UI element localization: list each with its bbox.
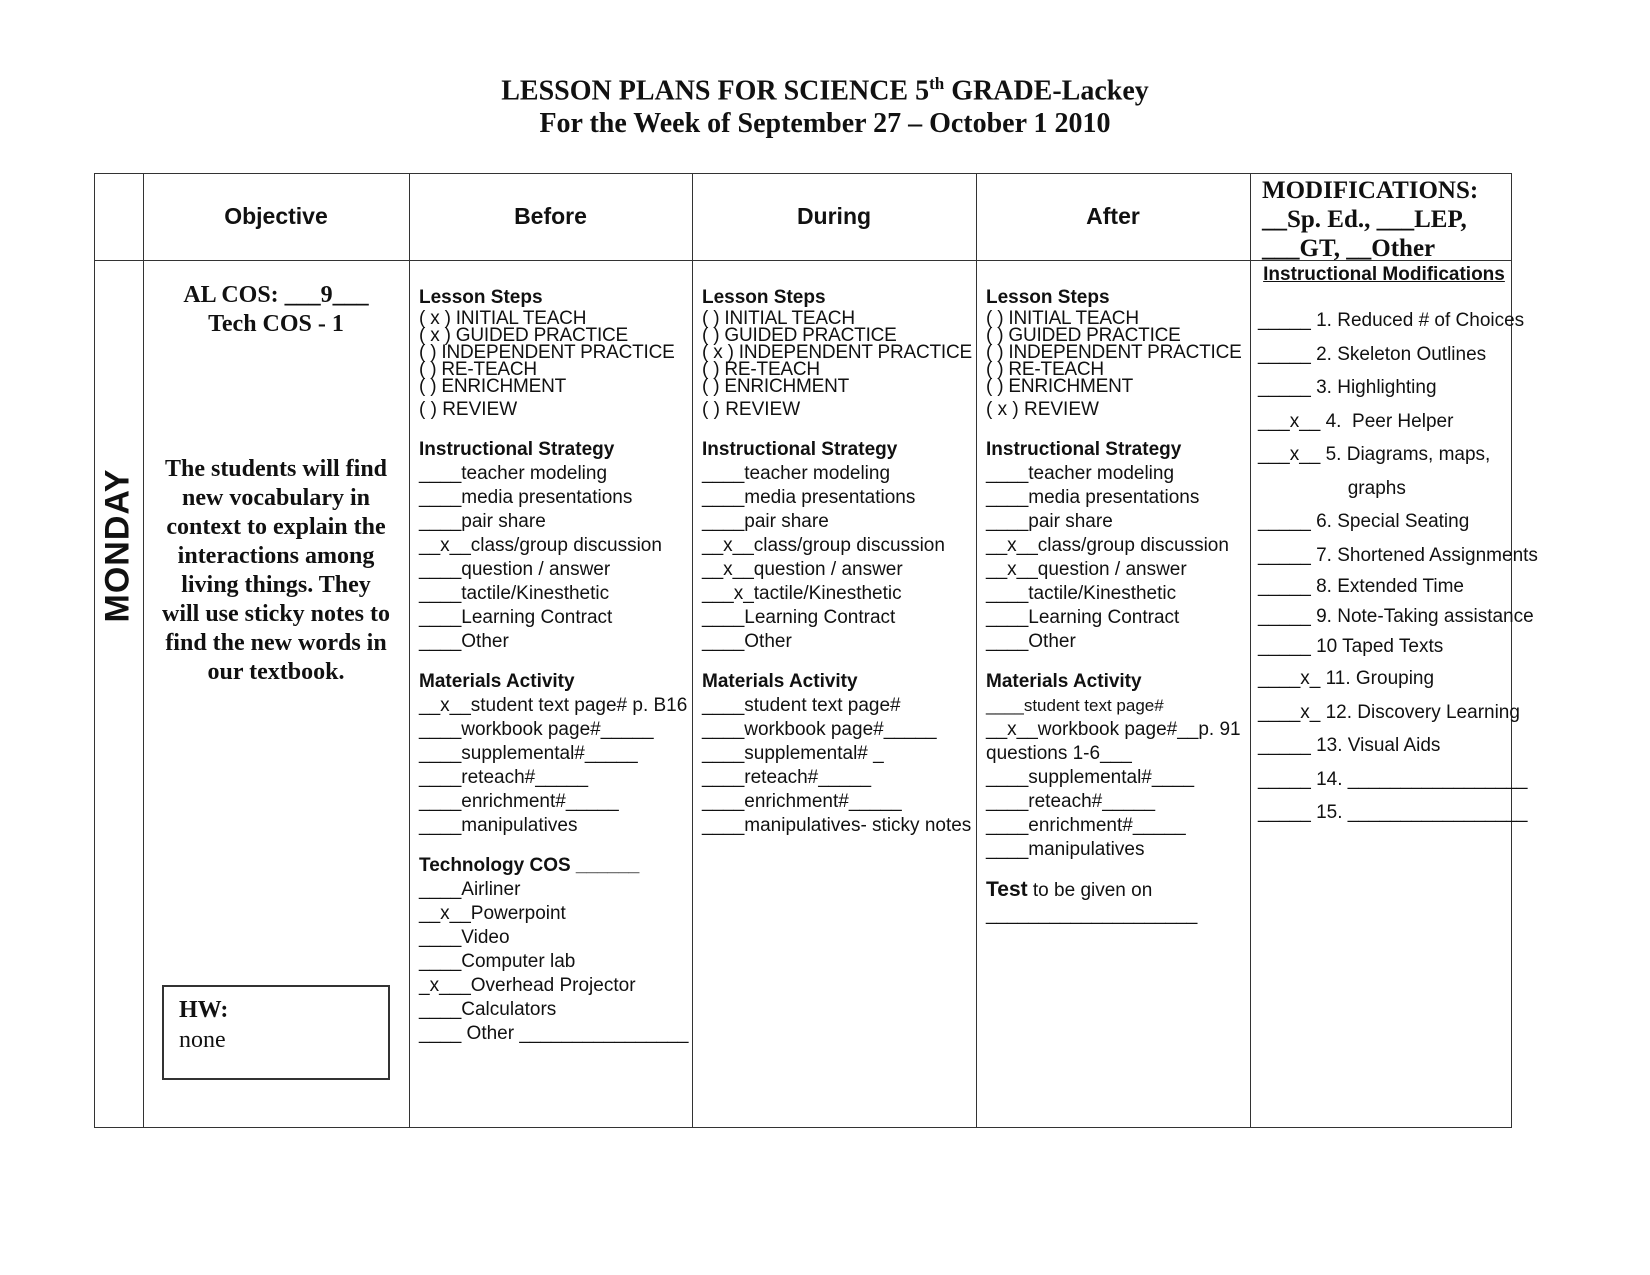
tech-item: ____Video <box>419 927 510 948</box>
material-item: ____enrichment#_____ <box>419 791 619 812</box>
material-item: ____manipulatives- sticky notes <box>702 815 972 836</box>
material-item: ____enrichment#_____ <box>702 791 902 812</box>
modification-item: _____ 3. Highlighting <box>1258 377 1437 398</box>
lesson-step: ( ) RE-TEACH <box>419 359 537 380</box>
lesson-step: ( ) GUIDED PRACTICE <box>702 325 897 346</box>
page-title: LESSON PLANS FOR SCIENCE 5th GRADE-Lackey <box>501 74 1149 107</box>
lesson-step: ( ) ENRICHMENT <box>702 376 850 397</box>
homework-box: HW: none <box>162 985 390 1080</box>
lesson-step: ( ) ENRICHMENT <box>986 376 1134 397</box>
strategy-item: __x__question / answer <box>702 559 903 580</box>
tech-item: __x__Powerpoint <box>419 903 566 924</box>
material-item: ____manipulatives <box>986 839 1145 860</box>
modification-item: _____ 2. Skeleton Outlines <box>1258 343 1487 365</box>
strategy-item: ____pair share <box>702 511 829 532</box>
lesson-step: ( ) RE-TEACH <box>986 359 1104 380</box>
modification-item: _____ 9. Note-Taking assistance <box>1258 606 1534 627</box>
material-item: ____student text page# <box>986 696 1164 715</box>
modification-item: _____ 7. Shortened Assignments <box>1258 544 1538 566</box>
table-divider <box>976 173 977 1127</box>
tech-item: ____Calculators <box>419 999 557 1020</box>
strategy-item: ____Other <box>702 631 792 652</box>
lesson-step: ( ) REVIEW <box>419 399 518 420</box>
modification-item: _____ 10 Taped Texts <box>1258 636 1444 657</box>
strategy-item: ____Other <box>419 631 509 652</box>
strategy-item: ____pair share <box>419 511 546 532</box>
modification-item: _____ 15. _________________ <box>1258 802 1528 823</box>
strategy-item: ____Learning Contract <box>986 607 1180 628</box>
before-column: Lesson Steps ( x ) INITIAL TEACH ( x ) GUIDED PRACTICE ( ) INDEPENDENT PRACTICE ( ) RE-TEACH ( ) ENRICHMENT ( ) REVIEW Instructional Strategy ____teacher modeling ____media presentations ____pair share __x__class/group discussion ____question / answer ____tactile/Kinesthetic ____Learning Contract ____Other Materials Activity __x__student text page# p. B16 ____workbook page#_____ ____supplemental#_____ ____reteach#_____ ____enrichment#_____ ____manipulatives Technology COS ______ ____Airliner __x__Powerpoint ____Video ____Computer lab _x___Overhead Projector ____Calculators ____ Other ________________ <box>419 287 689 1044</box>
material-item: __x__workbook page#__p. 91 <box>986 719 1241 740</box>
strategy-item: ____question / answer <box>419 559 611 580</box>
lesson-step: ( x ) REVIEW <box>986 399 1099 420</box>
objective-cos: AL COS: ___9___ Tech COS - 1 <box>183 282 369 337</box>
lesson-step: ( ) INDEPENDENT PRACTICE <box>986 342 1242 363</box>
modification-item: ___x__ 4. Peer Helper <box>1258 410 1454 432</box>
lesson-step: ( x ) INDEPENDENT PRACTICE <box>702 342 972 363</box>
lesson-step: ( ) ENRICHMENT <box>419 376 567 397</box>
objective-text: The students will find new vocabulary in context to explain the interactions among living things. They will use sticky notes to find the new words in our textbook. <box>162 456 390 685</box>
material-item: ____student text page# <box>702 695 901 716</box>
lesson-step: ( ) REVIEW <box>702 399 801 420</box>
header-objective: Objective <box>224 203 328 229</box>
strategy-item: ____teacher modeling <box>702 463 891 484</box>
modification-item: _____ 13. Visual Aids <box>1258 735 1441 756</box>
modifications-subtitle: Instructional Modifications <box>1263 264 1505 285</box>
lesson-step: ( x ) INITIAL TEACH <box>419 308 587 329</box>
strategy-item: ____teacher modeling <box>419 463 608 484</box>
modification-item: ____x_ 12. Discovery Learning <box>1258 701 1520 723</box>
modification-item: _____ 14. _________________ <box>1258 768 1528 790</box>
modification-item: ___x__ 5. Diagrams, maps, <box>1258 444 1491 465</box>
lesson-step: ( ) INITIAL TEACH <box>702 308 855 329</box>
during-column: Lesson Steps ( ) INITIAL TEACH ( ) GUIDED PRACTICE ( x ) INDEPENDENT PRACTICE ( ) RE-TEACH ( ) ENRICHMENT ( ) REVIEW Instructional Strategy ____teacher modeling ____media presentations ____pair share __x__class/group discussion __x__question / answer ___x_tactile/Kinesthetic ____Learning Contract ____Other Materials Activity ____student text page# ____workbook page#_____ ____supplemental# _ ____reteach#_____ ____enrichment#_____ ____manipulatives- sticky notes <box>702 287 972 836</box>
material-item: ____manipulatives <box>419 815 578 836</box>
strategy-item: __x__class/group discussion <box>419 535 662 556</box>
header-modifications: MODIFICATIONS: __Sp. Ed., ___LEP, ___GT, __Other <box>1262 177 1479 262</box>
strategy-item: __x__class/group discussion <box>702 535 945 556</box>
strategy-item: ____tactile/Kinesthetic <box>419 583 610 604</box>
strategy-item: __x__class/group discussion <box>986 535 1229 556</box>
strategy-item: ____media presentations <box>986 487 1200 508</box>
material-item: ____reteach#_____ <box>419 767 589 788</box>
lesson-step: ( ) GUIDED PRACTICE <box>986 325 1181 346</box>
after-column: Lesson Steps ( ) INITIAL TEACH ( ) GUIDED PRACTICE ( ) INDEPENDENT PRACTICE ( ) RE-TEACH ( ) ENRICHMENT ( x ) REVIEW Instructional Strategy ____teacher modeling ____media presentations ____pair share __x__class/group discussion __x__question / answer ____tactile/Kinesthetic ____Learning Contract ____Other Materials Activity ____student text page# __x__workbook page#__p. 91 questions 1-6___ ____supplemental#____ ____reteach#_____ ____enrichment#_____ ____manipulatives Test to be given on ____________________ <box>986 287 1242 925</box>
tech-item: ____Computer lab <box>419 951 576 972</box>
strategy-item: ____Learning Contract <box>702 607 896 628</box>
tech-item: _x___Overhead Projector <box>419 975 636 996</box>
test-line: Test to be given on <box>986 878 1153 901</box>
day-label: MONDAY <box>98 468 137 622</box>
strategy-item: ____pair share <box>986 511 1113 532</box>
material-item: ____reteach#_____ <box>986 791 1156 812</box>
tech-item: ____Airliner <box>419 879 521 900</box>
strategy-item: ____tactile/Kinesthetic <box>986 583 1177 604</box>
lesson-step: ( ) INITIAL TEACH <box>986 308 1139 329</box>
lesson-step: ( ) INDEPENDENT PRACTICE <box>419 342 675 363</box>
material-item: __x__student text page# p. B16 <box>419 695 688 716</box>
tech-item: ____ Other ________________ <box>419 1023 689 1044</box>
page-subtitle: For the Week of September 27 – October 1 2010 <box>539 108 1111 139</box>
lesson-step: ( ) RE-TEACH <box>702 359 820 380</box>
material-item: questions 1-6___ <box>986 743 1132 764</box>
modification-item: _____ 8. Extended Time <box>1258 576 1464 597</box>
strategy-item: ___x_tactile/Kinesthetic <box>702 583 902 604</box>
material-item: ____workbook page#_____ <box>419 719 654 740</box>
material-item: ____supplemental# _ <box>702 743 884 764</box>
modification-item: _____ 1. Reduced # of Choices <box>1258 310 1525 331</box>
strategy-item: ____Other <box>986 631 1076 652</box>
table-divider <box>1250 173 1251 1127</box>
modification-item: ____x_ 11. Grouping <box>1258 668 1435 689</box>
material-item: ____workbook page#_____ <box>702 719 937 740</box>
header-after: After <box>1086 203 1140 229</box>
material-item: ____supplemental#_____ <box>419 743 638 764</box>
modification-item: _____ 6. Special Seating <box>1258 511 1470 532</box>
lesson-step: ( x ) GUIDED PRACTICE <box>419 325 629 346</box>
header-during: During <box>796 203 872 229</box>
table-divider <box>692 173 693 1127</box>
test-blank: ____________________ <box>986 904 1198 925</box>
strategy-item: ____media presentations <box>419 487 633 508</box>
strategy-item: __x__question / answer <box>986 559 1187 580</box>
material-item: ____enrichment#_____ <box>986 815 1186 836</box>
strategy-item: ____teacher modeling <box>986 463 1175 484</box>
modification-item: graphs <box>1258 477 1406 499</box>
header-before: Before <box>514 203 587 229</box>
strategy-item: ____Learning Contract <box>419 607 613 628</box>
material-item: ____supplemental#____ <box>986 767 1195 788</box>
modifications-column <box>1258 260 1538 830</box>
strategy-item: ____media presentations <box>702 487 916 508</box>
material-item: ____reteach#_____ <box>702 767 872 788</box>
table-divider <box>409 173 410 1127</box>
